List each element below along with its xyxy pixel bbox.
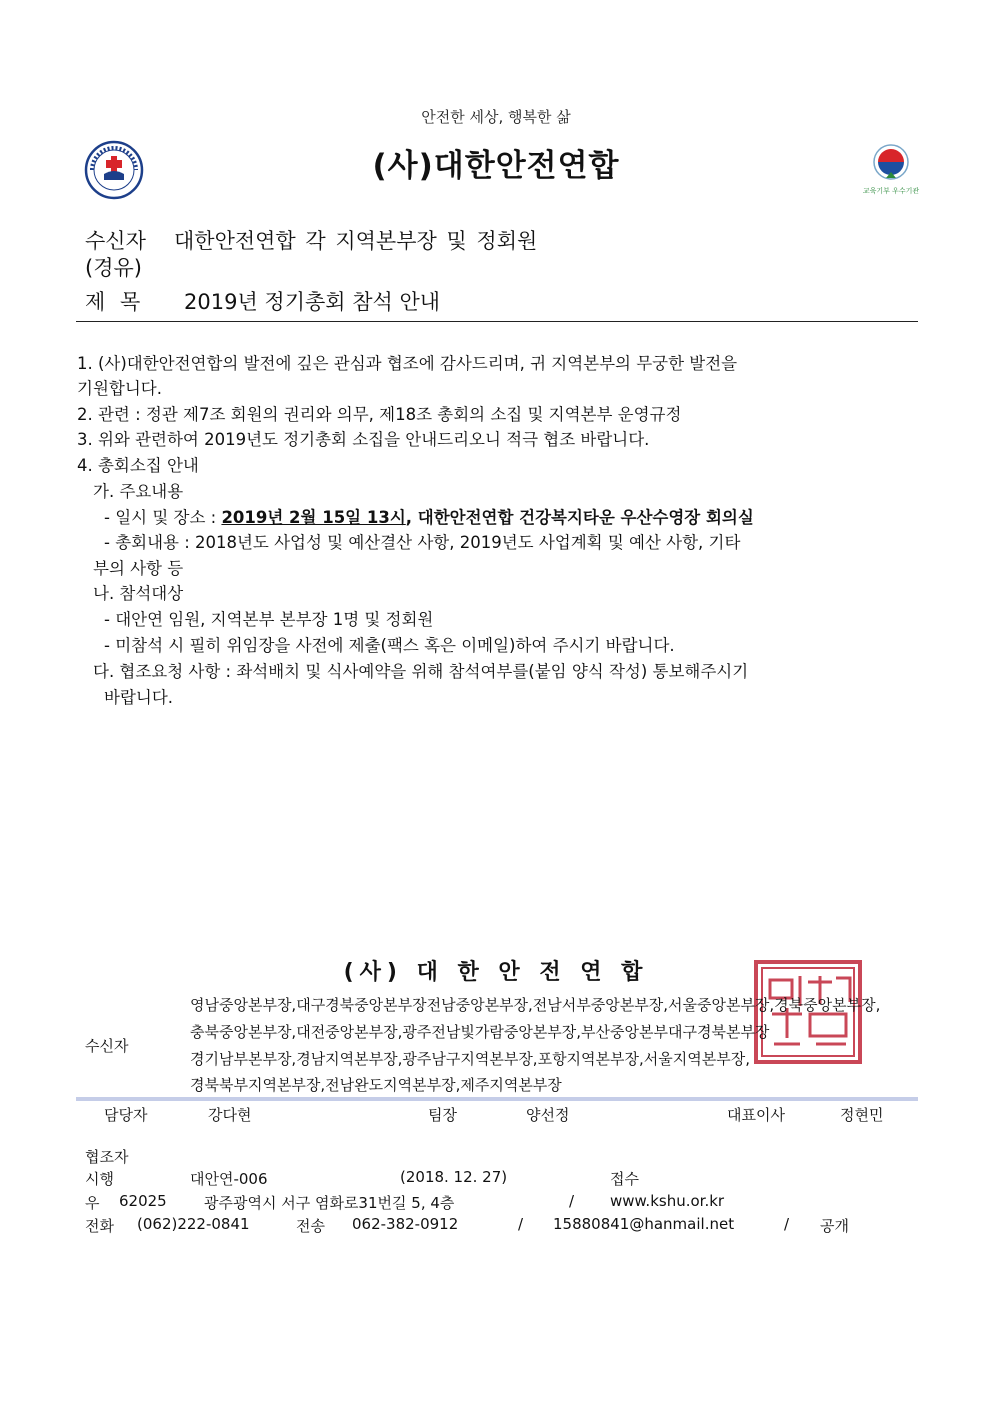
subject-value: 2019년 정기총회 참석 안내 <box>184 290 441 314</box>
body-paragraph-1: 1. (사)대한안전연합의 발전에 깊은 관심과 협조에 감사드리며, 귀 지역본부의 무궁한 발전을 <box>77 354 738 373</box>
postal-code: 62025 <box>119 1192 167 1210</box>
meeting-agenda-cont: 부의 사항 등 <box>93 559 184 578</box>
email-link[interactable]: 15880841@hanmail.net <box>553 1215 735 1233</box>
signature-divider <box>76 1097 918 1101</box>
section-da-cont: 바랍니다. <box>104 688 174 707</box>
footer-recipient-line: 경기남부본부장,경남지역본부장,광주남구지역본부장,포항지역본부장,서울지역본부장, <box>190 1050 750 1068</box>
staff-label: 담당자 <box>104 1106 148 1124</box>
fax-number: 062-382-0912 <box>352 1215 459 1233</box>
datetime-separator: , <box>405 508 418 527</box>
body-paragraph-4: 4. 총회소집 안내 <box>77 456 199 475</box>
postal-label: 우 <box>85 1194 100 1212</box>
receipt-label: 접수 <box>610 1170 639 1188</box>
slogan: 안전한 세상, 행복한 삶 <box>421 108 571 126</box>
meeting-datetime: 2019년 2월 15일 13시 <box>221 508 406 527</box>
fax-label: 전송 <box>296 1217 325 1235</box>
phone-label: 전화 <box>85 1217 114 1235</box>
body-paragraph-3: 3. 위와 관련하여 2019년도 정기총회 소집을 안내드리오니 적극 협조 바랍니다. <box>77 430 650 449</box>
staff-name: 강다현 <box>208 1106 252 1124</box>
meeting-agenda: - 총회내용 : 2018년도 사업성 및 예산결산 사항, 2019년도 사업계획 및 예산 사항, 기타 <box>104 533 741 552</box>
footer-recipient-line: 영남중앙본부장,대구경북중앙본부장전남중앙본부장,전남서부중앙본부장,서울중앙본부장,경북중앙본부장, <box>190 996 881 1014</box>
footer-recipients-label: 수신자 <box>85 1037 129 1055</box>
enforce-number: 대안연-006 <box>190 1170 268 1188</box>
subject-label: 제 목 <box>85 290 141 314</box>
section-ga: 가. 주요내용 <box>93 482 184 501</box>
footer-recipient-line: 충북중앙본부장,대전중앙본부장,광주전남빛가람중앙본부장,부산중앙본부대구경북본부장 <box>190 1023 770 1041</box>
cooperator-label: 협조자 <box>85 1148 129 1166</box>
header-divider <box>76 321 918 322</box>
enforce-label: 시행 <box>85 1170 114 1188</box>
enforce-date: (2018. 12. 27) <box>400 1168 508 1186</box>
footer-org-name: (사) 대 한 안 전 연 합 <box>343 960 649 985</box>
lead-label: 팀장 <box>428 1106 457 1124</box>
attendees-line-1: - 대안연 임원, 지역본부 본부장 1명 및 정회원 <box>104 610 434 629</box>
recipient-label: 수신자 <box>85 229 146 253</box>
meeting-datetime-place <box>104 504 754 528</box>
org-title: (사)대한안전연합 <box>372 148 620 184</box>
separator: / <box>784 1215 790 1233</box>
body-paragraph-2: 2. 관련 : 정관 제7조 회원의 권리와 의무, 제18조 총회의 소집 및 지역본부 운영규정 <box>77 405 682 424</box>
footer-recipient-line: 경북북부지역본부장,전남완도지역본부장,제주지역본부장 <box>190 1076 562 1094</box>
phone-number: (062)222-0841 <box>137 1215 250 1233</box>
via-label: (경유) <box>85 256 142 280</box>
lead-name: 양선정 <box>526 1106 570 1124</box>
attendees-line-2: - 미참석 시 필히 위임장을 사전에 제출(팩스 혹은 이메일)하여 주시기 바랍니다. <box>104 636 675 655</box>
section-na: 나. 참석대상 <box>93 584 184 603</box>
separator: / <box>518 1215 524 1233</box>
disclosure-status: 공개 <box>820 1217 849 1235</box>
ceo-name: 정현민 <box>840 1106 884 1124</box>
body-paragraph-1-cont: 기원합니다. <box>77 379 162 398</box>
svg-text:교육기부 우수기관: 교육기부 우수기관 <box>862 187 920 195</box>
recipient-value: 대한안전연합 각 지역본부장 및 정회원 <box>174 229 538 253</box>
education-donation-logo <box>858 140 924 196</box>
datetime-prefix: - 일시 및 장소 : <box>104 508 222 527</box>
section-da: 다. 협조요청 사항 : 좌석배치 및 식사예약을 위해 참석여부를(붙임 양식 작성) 통보해주시기 <box>93 662 749 681</box>
ceo-label: 대표이사 <box>727 1106 785 1124</box>
separator: / <box>569 1192 575 1210</box>
address: 광주광역시 서구 염화로31번길 5, 4층 <box>204 1194 455 1212</box>
website-link[interactable]: www.kshu.or.kr <box>610 1192 725 1210</box>
meeting-place: 대한안전연합 건강복지타운 우산수영장 회의실 <box>417 508 754 527</box>
